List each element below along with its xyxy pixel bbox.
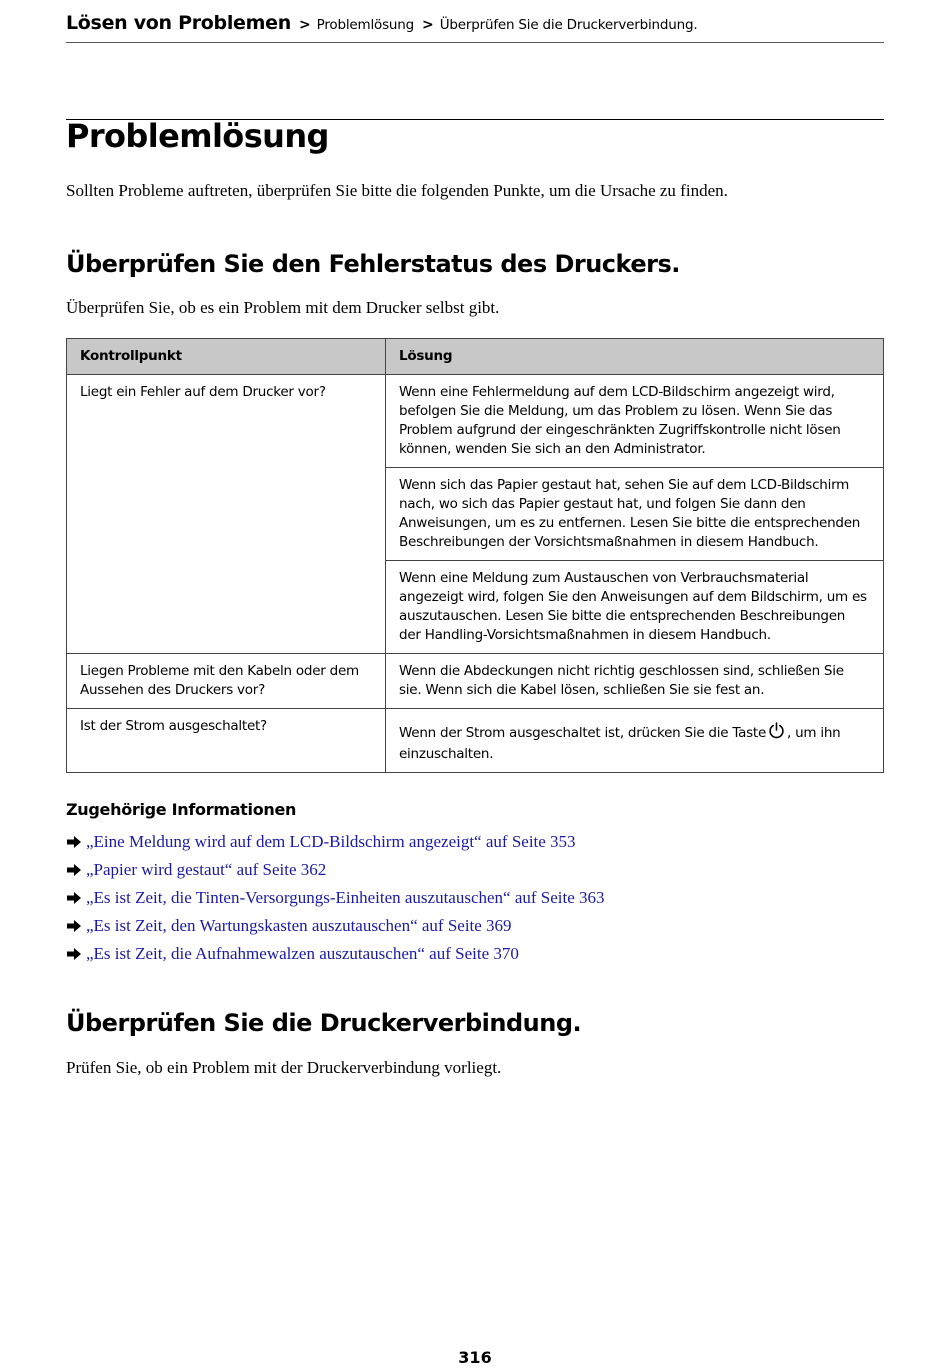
related-link-tinte[interactable]: „Es ist Zeit, die Tinten-Versorgungs-Einheiten auszutauschen“ auf Seite 363	[86, 888, 605, 907]
check-cell: Liegen Probleme mit den Kabeln oder dem Aussehen des Druckers vor?	[67, 654, 386, 709]
solution-cell: Wenn eine Fehlermeldung auf dem LCD-Bildschirm angezeigt wird, befolgen Sie die Meldung, um das Problem zu lösen. Wenn Sie das Problem aufgrund der eingeschränkten Zugriffskontrolle nicht lösen können, wenden Sie sich an den Administrator.	[386, 375, 884, 468]
power-icon	[768, 722, 785, 745]
breadcrumb-root[interactable]: Lösen von Problemen	[66, 12, 291, 34]
related-info-heading: Zugehörige Informationen	[66, 800, 297, 819]
section-heading-druckerverbindung: Überprüfen Sie die Druckerverbindung.	[66, 1009, 582, 1037]
arrow-right-icon	[66, 863, 82, 877]
related-link-lcd-meldung[interactable]: „Eine Meldung wird auf dem LCD-Bildschirm angezeigt“ auf Seite 353	[86, 832, 576, 851]
column-header-kontrollpunkt: Kontrollpunkt	[67, 339, 386, 375]
breadcrumb-item-druckerverbindung[interactable]: Überprüfen Sie die Druckerverbindung.	[439, 17, 698, 33]
column-header-loesung: Lösung	[386, 339, 884, 375]
table-row	[67, 654, 884, 709]
arrow-right-icon	[66, 919, 82, 933]
arrow-right-icon	[66, 947, 82, 961]
related-link-wartungskasten[interactable]: „Es ist Zeit, den Wartungskasten auszutauschen“ auf Seite 369	[86, 916, 512, 935]
solution-cell	[386, 709, 884, 773]
page-number: 316	[458, 1348, 492, 1367]
check-cell: Ist der Strom ausgeschaltet?	[67, 709, 386, 773]
solution-cell: Wenn sich das Papier gestaut hat, sehen Sie auf dem LCD-Bildschirm nach, wo sich das Papier gestaut hat, und folgen Sie dann den Anweisungen, um es zu entfernen. Lesen Sie bitte die entsprechenden Beschreibungen der Vorsichtsmaßnahmen in diesem Handbuch.	[386, 468, 884, 561]
table-row	[67, 709, 884, 773]
section-heading-fehlerstatus: Überprüfen Sie den Fehlerstatus des Druckers.	[66, 250, 680, 278]
solution-text-before-icon: Wenn der Strom ausgeschaltet ist, drücken Sie die Taste	[399, 725, 767, 741]
solution-cell: Wenn eine Meldung zum Austauschen von Verbrauchsmaterial angezeigt wird, folgen Sie den Anweisungen auf dem Bildschirm, um es auszutauschen. Lesen Sie bitte die entsprechenden Beschreibungen der Handling-Vorsichtsmaßnahmen in diesem Handbuch.	[386, 561, 884, 654]
breadcrumb-separator: >	[298, 17, 311, 33]
related-link-aufnahmewalzen[interactable]: „Es ist Zeit, die Aufnahmewalzen auszutauschen“ auf Seite 370	[86, 944, 519, 963]
list-item	[66, 856, 605, 884]
list-item	[66, 940, 605, 968]
related-link-papierstau[interactable]: „Papier wird gestaut“ auf Seite 362	[86, 860, 327, 879]
breadcrumb-item-problemloesung[interactable]: Problemlösung	[316, 17, 414, 33]
list-item	[66, 884, 605, 912]
check-cell: Liegt ein Fehler auf dem Drucker vor?	[67, 375, 386, 654]
list-item	[66, 912, 605, 940]
troubleshooting-table	[66, 338, 884, 773]
solution-text-after-icon: , um ihn einzuschalten.	[399, 725, 841, 762]
arrow-right-icon	[66, 835, 82, 849]
list-item	[66, 828, 605, 856]
table-row	[67, 375, 884, 468]
section-text-druckerverbindung: Prüfen Sie, ob ein Problem mit der Druckerverbindung vorliegt.	[66, 1058, 502, 1077]
table-header-row	[67, 339, 884, 375]
related-links-list	[66, 828, 605, 968]
intro-text: Sollten Probleme auftreten, überprüfen Sie bitte die folgenden Punkte, um die Ursache zu finden.	[66, 181, 728, 200]
arrow-right-icon	[66, 891, 82, 905]
section-text-fehlerstatus: Überprüfen Sie, ob es ein Problem mit dem Drucker selbst gibt.	[66, 298, 500, 317]
breadcrumb	[66, 12, 884, 43]
breadcrumb-separator: >	[422, 17, 434, 33]
page-title: Problemlösung	[66, 117, 329, 155]
solution-cell: Wenn die Abdeckungen nicht richtig geschlossen sind, schließen Sie sie. Wenn sich die Kabel lösen, schließen Sie sie fest an.	[386, 654, 884, 709]
